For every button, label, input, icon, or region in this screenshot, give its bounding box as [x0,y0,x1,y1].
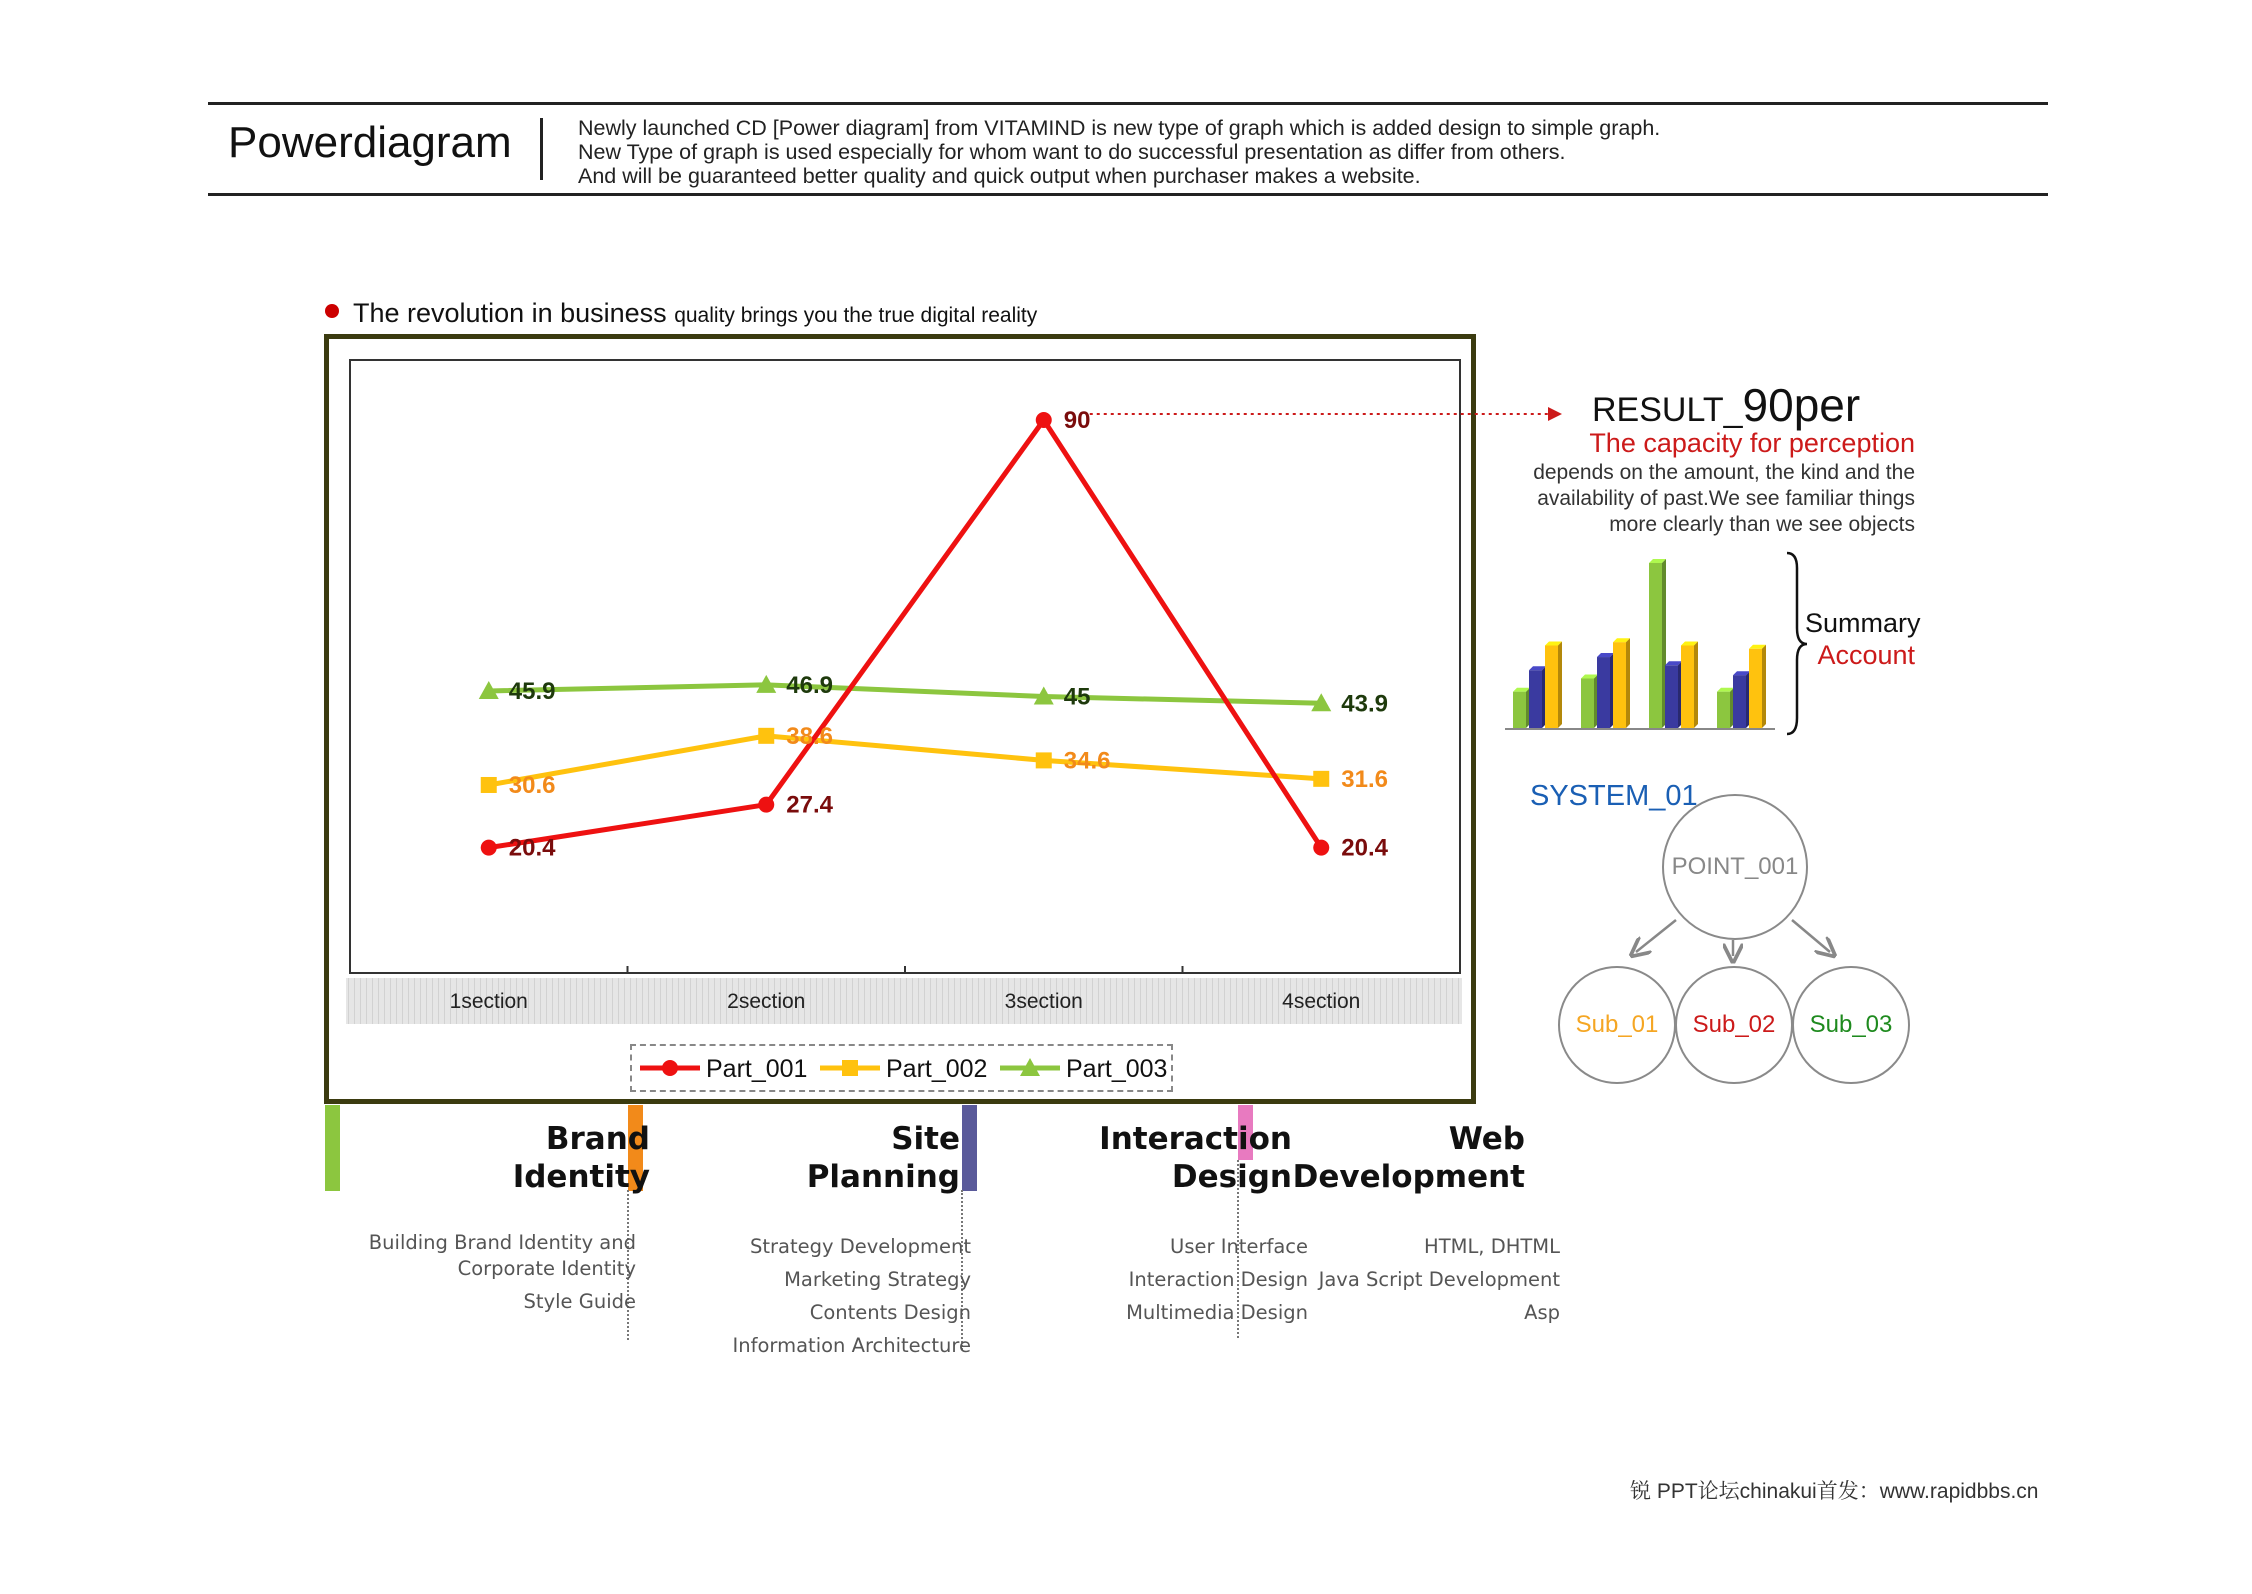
category-item: Asp [1524,1301,1560,1324]
result-body-line: more clearly than we see objects [1609,513,1915,536]
category-item: Contents Design [809,1301,971,1324]
mini-bar-side [1762,645,1766,728]
arrowhead-icon [1548,407,1562,421]
category-title-line: Brand [545,1121,650,1157]
description-line: Newly launched CD [Power diagram] from VITAMIND is new type of graph which is added design to simple graph. [578,116,1661,140]
category-item: Strategy Development [749,1235,971,1258]
mini-bar [1581,679,1594,729]
account-label: Account [1817,640,1915,670]
category-item: Marketing Strategy [784,1268,971,1291]
result-subtitle: The capacity for perception [1589,428,1915,458]
mini-bar-chart [1505,548,1825,740]
result-body-line: depends on the amount, the kind and the [1533,461,1915,484]
data-label: 20.4 [1341,834,1388,862]
x-tick-label: 1section [449,990,528,1013]
subtitle-small: quality brings you the true digital reality [674,304,1038,327]
data-point-marker [1313,771,1329,787]
mini-bar [1733,675,1746,728]
data-label: 45.9 [508,677,556,705]
page-title: Powerdiagram [228,118,512,167]
category-items-web [1240,1230,1560,1329]
x-tick-label: 4section [1282,990,1361,1013]
chart-legend [630,1044,1173,1092]
mini-bar [1717,692,1730,728]
plot-area [350,360,1460,973]
sub-label: Sub_03 [1809,1011,1893,1038]
category-item: Multimedia Design [1126,1301,1308,1324]
summary-label: Summary [1805,608,1921,638]
data-point-marker [1036,752,1052,768]
data-label: 45 [1063,683,1091,711]
footer-credit: 锐 PPT论坛chinakui首发：www.rapidbbs.cn [1630,1480,2039,1503]
data-point-marker [758,728,774,744]
category-title-line: Interaction [1099,1121,1292,1157]
category-item: Java Script Development [1318,1268,1560,1291]
mini-bar [1681,646,1694,729]
result-body-line: availability of past.We see familiar things [1537,487,1915,510]
category-items-site [660,1230,971,1362]
data-label: 27.4 [786,791,833,819]
category-title-web [1230,1120,1525,1196]
category-title-line: Web [1448,1121,1525,1157]
result-title-value: 90per [1742,379,1861,431]
point-label: POINT_001 [1671,853,1799,880]
result-body [1450,460,1915,538]
data-label: 31.6 [1341,765,1388,793]
mini-bar-side [1694,642,1698,729]
category-title-line: Planning [806,1159,960,1195]
mini-bar [1545,646,1558,729]
category-title-line: Site [891,1121,960,1157]
mini-bar [1513,692,1526,728]
sub-label: Sub_02 [1692,1011,1776,1038]
mini-bar-side [1626,638,1630,728]
sub-label: Sub_01 [1575,1011,1659,1038]
category-items-brand [330,1230,636,1322]
mini-bar [1649,563,1662,728]
data-label: 46.9 [786,671,833,699]
arrow-to-sub-03 [1792,920,1830,952]
mini-bar [1613,642,1626,728]
result-title-prefix: RESULT_ [1592,391,1743,429]
data-point-marker [1313,840,1329,856]
description-line: New Type of graph is used especially for whom want to do successful presentation as differ from others. [578,140,1566,164]
category-title-line: Identity [512,1159,650,1195]
category-item: Information Architecture [732,1334,971,1357]
mini-bar [1529,670,1542,728]
mini-bar [1749,649,1762,728]
mini-bar-side [1558,642,1562,729]
result-title [1592,378,1860,432]
category-title-line: Development [1292,1159,1525,1195]
data-point-marker [481,777,497,793]
data-point-marker [1036,412,1052,428]
category-item: Interaction Design [1128,1268,1308,1291]
arrow-to-sub-01 [1636,920,1676,952]
x-tick-label: 2section [727,990,806,1013]
data-label: 38.6 [786,722,833,750]
category-item: Building Brand Identity and [368,1231,636,1254]
accent-bar-site [962,1105,977,1191]
point-node [1662,794,1808,940]
data-point-marker [481,840,497,856]
x-tick-label: 3section [1004,990,1083,1013]
data-label: 90 [1063,407,1091,434]
data-label: 20.4 [508,834,556,862]
system-title: SYSTEM_01 [1530,780,1698,812]
legend-label: Part_001 [706,1055,808,1083]
data-label: 34.6 [1063,747,1111,775]
category-item: Corporate Identity [457,1257,636,1280]
accent-bar-green [325,1105,340,1191]
mini-bar [1597,657,1610,728]
data-label: 30.6 [508,771,556,799]
category-title-line: Design [1171,1159,1292,1195]
sub-node-01 [1558,966,1676,1084]
sub-node-03 [1792,966,1910,1084]
mini-bar [1665,665,1678,728]
legend-label: Part_002 [886,1055,988,1083]
category-item: Style Guide [523,1290,636,1313]
category-item: User Interface [1170,1235,1308,1258]
category-item: HTML, DHTML [1424,1235,1560,1258]
sub-node-02 [1675,966,1793,1084]
category-title-site [760,1120,960,1196]
curly-brace-icon [1787,553,1807,734]
subtitle-main: The revolution in business [353,298,667,328]
legend-label: Part_003 [1066,1055,1168,1083]
data-point-marker [758,797,774,813]
category-title-brand [450,1120,650,1196]
data-label: 43.9 [1341,690,1388,718]
description-line: And will be guaranteed better quality and quick output when purchaser makes a website. [578,164,1421,188]
